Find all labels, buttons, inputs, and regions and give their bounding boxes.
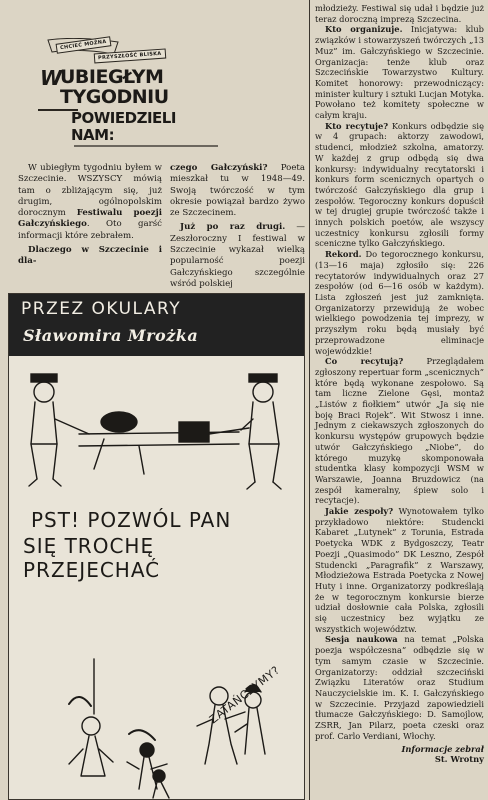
- rcol-paragraph-4: [315, 249, 484, 356]
- logo-line-1: UBIEGŁYM: [60, 66, 164, 88]
- rcol-heading-7: Sesja naukowa: [325, 634, 398, 645]
- rcol-paragraph-7: [315, 634, 484, 741]
- rcol-heading-4: Rekord.: [325, 249, 362, 260]
- intro-paragraph: [18, 163, 162, 242]
- rcol-heading-6: Jakie zespoły?: [325, 506, 394, 517]
- section-logo: [8, 38, 223, 150]
- badge-top: CHCIEĆ MOŻNA: [56, 36, 112, 54]
- logo-line-2: TYGODNIU: [60, 86, 169, 108]
- logo-prefix: W: [40, 66, 62, 90]
- rcol-text-2: Inicjatywa: klub związków i stowarzyszeń twórczych „13 Muz” im. Gałczyńskiego w Szczecinie. Organizacja: tenże klub oraz Szczecińskie Towarzystwo Kultury. Komitet honorowy: przewodniczący: minister kultury i sztuki Lucjan Motyka. Powołano też komitety społeczne w całym kraju.: [315, 24, 484, 121]
- answer-2: [170, 222, 305, 290]
- question-1: [18, 245, 162, 268]
- right-column: [315, 3, 484, 765]
- intro-column: [18, 163, 162, 268]
- logo-line-3: POWIEDZIELI: [71, 109, 176, 127]
- rcol-paragraph-2: [315, 24, 484, 120]
- rcol-text-4: Do tegorocznego konkursu, (13—16 maja) zgłosiło się: 226 recytatorów indywidualnych oraz 27 zespołów (od 6—16 osób w każdym). Lista zgłoszeń jest już zamknięta. Organizatorzy przewidują że wobec wielkiego powodzenia tej imprezy, w przyszłym roku będą musiały być przeprowadzone eliminacje wojewódzkie!: [315, 249, 484, 356]
- speech-line-2: SIĘ TROCHĘ PRZEJECHAĆ: [23, 534, 161, 582]
- rcol-text-5: Przeglądałem zgłoszony repertuar form „scenicznych” które będą wykonane zespołowo. Są tam liczne Zielone Gęsi, montaż „Listów z fiołkiem” utwór „Ja się nie boję Braci Rojek”. Wit Stwosz i inne. Jednym z ciekawszych zgłoszonych do konkursu występów grupowych będzie utwór Gałczyńskiego „Niobe”, do którego muzykę skomponowała studentka klasy kompozycji WSM w Warszawie, Joanna Bruzdowicz (na zespół kameralny, śpiew solo i recytacje).: [315, 356, 485, 506]
- answer-1: [170, 163, 305, 219]
- second-column: [170, 163, 305, 291]
- answer-2-text: — Zeszłoroczny I festiwal w Szczecinie wykazał wielką popularność poezji Gałczyńskiego szczególnie wśród polskiej: [170, 222, 306, 289]
- logo-line-4: NAM:: [71, 126, 115, 144]
- intro-text: W ubiegłym tygodniu byłem w Szczecinie. WSZYSCY mówią tam o zbliżającym się, już drugim, ogólnopolskim dorocznym: [18, 163, 162, 219]
- rcol-heading-2: Kto organizuje.: [325, 24, 403, 35]
- rcol-heading-3: Kto recytuje?: [325, 120, 389, 131]
- signature-line-1: Informacje zebrał: [401, 743, 484, 754]
- question-2: Już po raz drugi.: [180, 222, 286, 233]
- cartoon-author: Sławomira Mrożka: [23, 326, 199, 345]
- intro-text-end: . Oto garść informacji które zebrałem.: [18, 219, 162, 241]
- question-1-text: Dlaczego w Szczecinie i dla-: [18, 245, 162, 267]
- rcol-paragraph-3: [315, 121, 484, 249]
- answer-1-text: Poeta mieszkał tu w 1948—49. Swoją twórczość w tym okresie powiązał bardzo żywo ze Szczecinem.: [170, 163, 305, 219]
- badge-bottom: PRZYSZŁOŚĆ BLISKA: [94, 49, 166, 64]
- rcol-paragraph-5: [315, 356, 484, 506]
- rcol-paragraph-1: młodzieży. Festiwal się udał i będzie już teraz doroczną imprezą Szczecina.: [315, 3, 484, 24]
- column-divider: [309, 0, 310, 800]
- rcol-heading-5: Co recytują?: [325, 356, 404, 367]
- cartoon-box: [8, 293, 305, 800]
- question-1-end: czego Gałczyński?: [170, 163, 268, 173]
- speech-line-1: PST! POZWÓL PAN: [31, 508, 232, 532]
- rcol-text-6: Wynotowałem tylko przykładowo niektóre: Studencki Kabaret „Lutynek” z Torunia, Estrada Poetycka WDK z Bydgoszczy, Teatr Poezji „Quasimodo” DK Leszno, Zespół Studencki „Paragrafik” z Warszawy, Młodzieżowa Estrada Poetycka z Nowej Huty i inne. Organizatorzy podkreślają że w tegorocznym konkursie bierze udział dosłownie cała Polska, zgłosili się uczestnicy bez wyjątku ze wszystkich województw.: [315, 506, 484, 634]
- cartoon-title: PRZEZ OKULARY: [21, 299, 182, 319]
- signature-line-2: St. Wrotny: [434, 754, 484, 765]
- rcol-text-7: na temat „Polska poezja współczesna” odbędzie się w tym samym czasie w Szczecinie. Organizatorzy: oddział szczeciński Związku Literatów oraz Studium Nauczycielskie im. K. I. Gałczyńskiego w Szczecinie. Przyjazd zapowiedzieli tłumacze Gałczyńskiego: D. Samojlow, ZSRR, Jan Pilarz, poeta czeski oraz prof. Carlo Verdiani, Włochy.: [315, 634, 485, 741]
- rcol-text-3: Konkurs odbędzie się w 4 grupach: aktorzy zawodowi, studenci, młodzież szkolna, amatorzy. W każdej z grup odbędą się dwa konkursy: indywidualny recytatorski i konkurs form scenicznych opartych o twórczość Gałczyńskiego dla grup i zespołów. Tegoroczny konkurs dopuścił w tej drugiej grupie twórczość także i innych polskich poetów, ale wszyscy uczestnicy konkursu zgłosili formy sceniczne tylko Gałczyńskiego.: [315, 120, 484, 249]
- intro-bold: Festiwalu poezji Gałczyńskiego: [18, 208, 162, 230]
- rcol-paragraph-6: [315, 506, 484, 634]
- scribble-text: ZATAŃCZYMY?: [207, 663, 283, 727]
